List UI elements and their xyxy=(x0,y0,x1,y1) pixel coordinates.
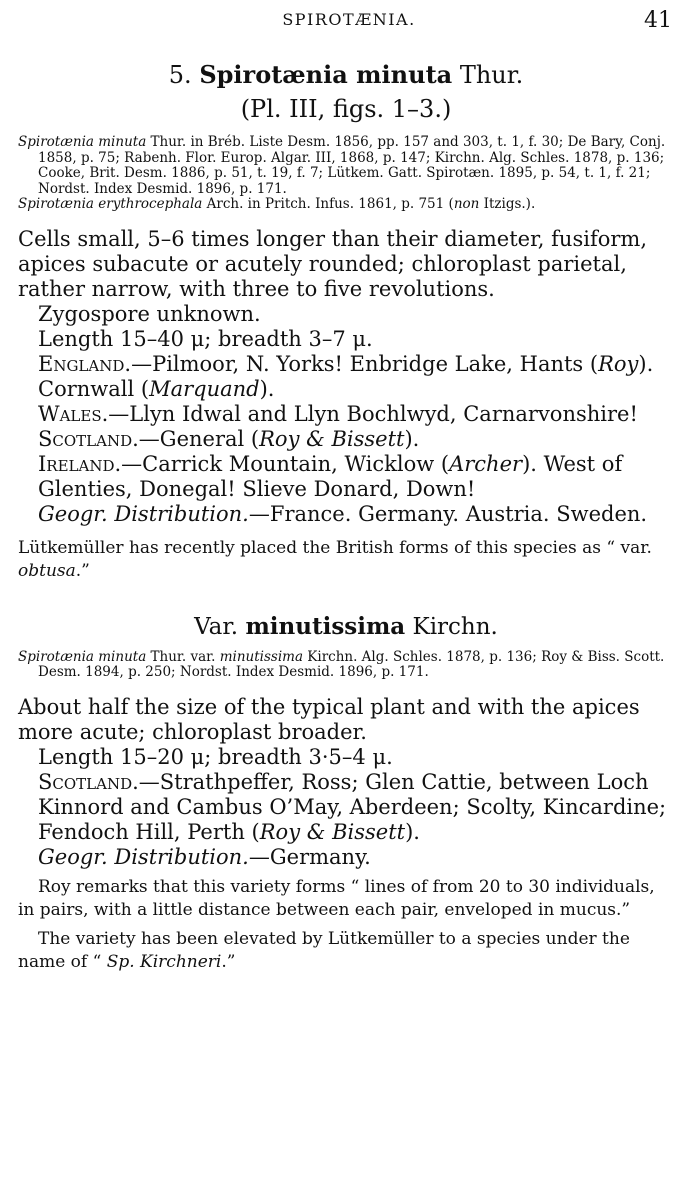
reference-entry xyxy=(18,650,674,681)
reference-text-end: Itzigs.). xyxy=(479,196,536,212)
variety-note xyxy=(18,876,674,922)
variety-localities xyxy=(18,770,674,845)
species-description: Cells small, 5–6 times longer than their diameter, fusiform, apices subacute or acutely rounded; chloroplast parietal, rather narrow, with three to five revolutions. xyxy=(18,226,647,301)
italic-text: Archer xyxy=(449,451,523,476)
variety-prefix: Var. xyxy=(194,613,239,640)
text-run: ). xyxy=(259,376,275,401)
text-run: —Pilmoor, N. Yorks! Enbridge Lake, Hants ( xyxy=(131,351,599,376)
text-run: .” xyxy=(221,951,236,972)
text-run: Thur. var. xyxy=(146,648,220,665)
locality-region: Scotland. xyxy=(38,426,139,451)
species-author: Thur. xyxy=(459,61,524,89)
page-header xyxy=(0,10,698,40)
text-run: —Carrick Mountain, Wicklow ( xyxy=(121,451,450,476)
locality-entry xyxy=(18,770,674,845)
geographic-distribution xyxy=(18,502,674,527)
species-number: 5. xyxy=(168,61,192,89)
italic-text: Roy & Bissett xyxy=(259,819,406,844)
locality-entry xyxy=(18,402,674,427)
text-run: The variety has been elevated by Lütkemüller to a species under the name of “ xyxy=(18,928,630,972)
italic-text: minutissima xyxy=(219,648,303,665)
italic-text: Spirotænia minuta xyxy=(18,648,147,665)
locality-entry xyxy=(18,352,674,402)
italic-text: Roy & Bissett xyxy=(259,426,405,451)
locality-region: Wales. xyxy=(38,401,109,426)
species-references xyxy=(18,135,674,213)
variety-distribution xyxy=(18,845,674,870)
distribution-text: —Germany. xyxy=(248,844,371,869)
italic-text: obtusa xyxy=(18,560,76,581)
variety-heading xyxy=(18,613,674,640)
text-run: ). West of Glenties, Donegal! Slieve Donard, Down! xyxy=(38,451,623,501)
text-run: ). xyxy=(404,426,420,451)
text-run: ). Cornwall ( xyxy=(38,351,654,401)
reference-taxon: Spirotænia minuta xyxy=(18,134,147,150)
text-run: Lütkemüller has recently placed the British forms of this species as “ var. xyxy=(18,537,652,558)
variety-note xyxy=(18,928,674,974)
page-number: 41 xyxy=(644,8,672,33)
reference-text: Thur. in Bréb. Liste Desm. 1856, pp. 157 and 303, t. 1, f. 30; De Bary, Conj. 1858, p. 75; Rabenh. Flor. Europ. Algar. III, 1868, p. 147; Kirchn. Alg. Schles. 1878, p. 136; Cooke, Brit. Desm. 1886, p. 51, t. 19, f. 7; Lütkem. Gatt. Spirotæn. 1895, p. 54, t. 1, f. 21; Nordst. Index Desmid. 1896, p. 171. xyxy=(38,134,666,197)
page-content xyxy=(18,56,674,974)
variety-name: minutissima xyxy=(245,612,406,640)
variety-author: Kirchn. xyxy=(412,613,498,640)
reference-taxon: Spirotænia erythrocephala xyxy=(18,196,203,212)
text-run: Roy remarks that this variety forms “ lines of from 20 to 30 individuals, in pairs, with a little distance between each pair, enveloped in mucus.” xyxy=(18,876,655,920)
variety-dimensions: Length 15–20 μ; breadth 3·5–4 μ. xyxy=(38,744,393,769)
italic-text: Marquand xyxy=(149,376,260,401)
italic-text: Roy xyxy=(598,351,639,376)
species-name: Spirotænia minuta xyxy=(199,60,453,89)
reference-entry xyxy=(18,197,674,213)
variety-description: About half the size of the typical plant and with the apices more acute; chloroplast broader. xyxy=(18,694,640,744)
text-run: ). xyxy=(405,819,420,844)
species-note xyxy=(18,537,674,583)
text-run: —Llyn Idwal and Llyn Bochlwyd, Carnarvonshire! xyxy=(108,401,638,426)
reference-qualifier: non xyxy=(453,196,480,212)
locality-region: Scotland. xyxy=(38,769,139,794)
text-run: Kirchn. Alg. Schles. 1878, p. 136; Roy & Biss. Scott. Desm. 1894, p. 250; Nordst. Index Desmid. 1896, p. 171. xyxy=(38,648,665,680)
locality-region: England. xyxy=(38,351,132,376)
reference-text: Arch. in Pritch. Infus. 1861, p. 751 ( xyxy=(202,196,454,212)
plate-reference: (Pl. III, figs. 1–3.) xyxy=(240,95,452,123)
text-run: —General ( xyxy=(138,426,260,451)
running-head: SPIROTÆNIA. xyxy=(282,10,416,29)
italic-text: Sp. Kirchneri xyxy=(106,951,222,972)
text-run: —Strathpeffer, Ross; Glen Cattie, between Loch Kinnord and Cambus O’May, Aberdeen; Scolty, Kincardine; Fendoch Hill, Perth ( xyxy=(38,769,667,844)
locality-entry xyxy=(18,427,674,452)
variety-notes xyxy=(18,876,674,974)
species-dimensions: Length 15–40 μ; breadth 3–7 μ. xyxy=(38,326,373,351)
variety-references xyxy=(18,650,674,681)
distribution-label: Geogr. Distribution. xyxy=(38,501,249,526)
distribution-label: Geogr. Distribution. xyxy=(38,844,249,869)
locality-entry xyxy=(18,452,674,502)
distribution-text: —France. Germany. Austria. Sweden. xyxy=(248,501,648,526)
zygospore-note: Zygospore unknown. xyxy=(38,301,261,326)
locality-region: Ireland. xyxy=(38,451,122,476)
species-localities xyxy=(18,352,674,502)
species-heading xyxy=(18,60,674,89)
text-run: .” xyxy=(75,560,90,581)
reference-entry xyxy=(18,135,674,197)
